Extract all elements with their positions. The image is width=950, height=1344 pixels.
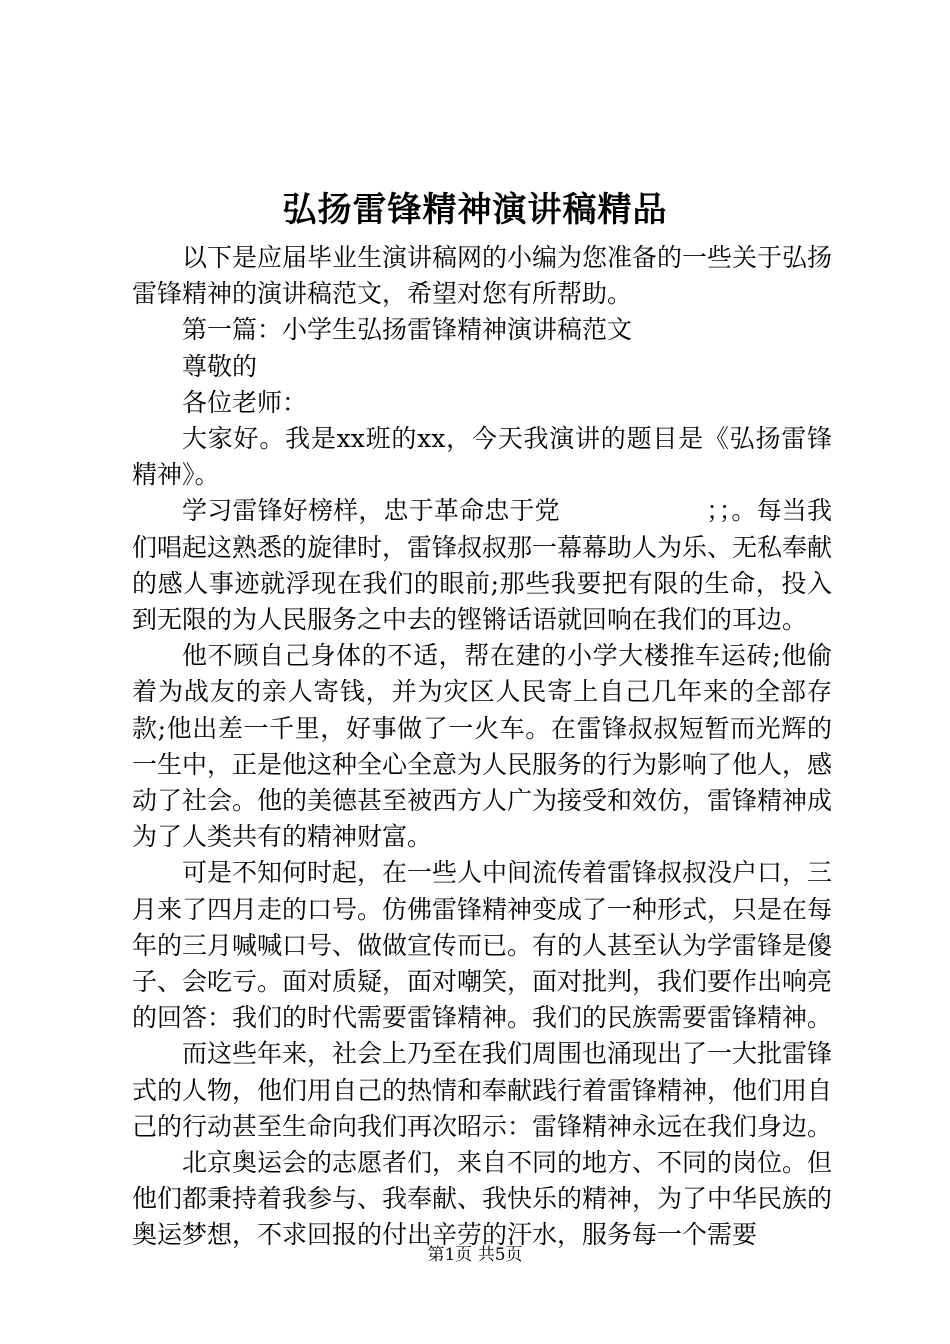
- paragraph-doubts: 可是不知何时起，在一些人中间流传着雷锋叔叔没户口，三月来了四月走的口号。仿佛雷锋精神变成了一种形式，只是在每年的三月喊喊口号、做做宣传而已。有的人甚至认为学雷锋是傻子、会吃亏。面对质疑，面对嘲笑，面对批判，我们要作出响亮的回答：我们的时代需要雷锋精神。我们的民族需要雷锋精神。: [132, 858, 833, 1033]
- paragraph-song: 学习雷锋好榜样，忠于革命忠于党 ；；。每当我们唱起这熟悉的旋律时，雷锋叔叔那一幕幕助人为乐、无私奉献的感人事迹就浮现在我们的眼前;那些我要把有限的生命，投入到无限的为人民服务之中去的铿锵话语就回响在我们的耳边。: [132, 496, 833, 635]
- document-body: [132, 240, 832, 1254]
- paragraph-greeting: 大家好。我是xx班的xx，今天我演讲的题目是《弘扬雷锋精神》。: [132, 424, 832, 490]
- page-number-footer: 第1页 共5页: [427, 1245, 523, 1265]
- paragraph-intro: 以下是应届毕业生演讲稿网的小编为您准备的一些关于弘扬雷锋精神的演讲稿范文，希望对您有所帮助。: [132, 243, 833, 309]
- paragraph-salutation-2: 各位老师：: [182, 387, 308, 417]
- document-title: 弘扬雷锋精神演讲稿精品: [282, 190, 668, 230]
- paragraph-modern-examples: 而这些年来，社会上乃至在我们周围也涌现出了一大批雷锋式的人物，他们用自己的热情和奉献践行着雷锋精神，他们用自己的行动甚至生命向我们再次昭示：雷锋精神永远在我们身边。: [132, 1039, 833, 1141]
- paragraph-salutation-1: 尊敬的: [182, 351, 258, 381]
- paragraph-deeds: 他不顾自己身体的不适，帮在建的小学大楼推车运砖;他偷着为战友的亲人寄钱，并为灾区人民寄上自己几年来的全部存款;他出差一千里，好事做了一火车。在雷锋叔叔短暂而光辉的一生中，正是他这种全心全意为人民服务的行为影响了他人，感动了社会。他的美德甚至被西方人广为接受和效仿，雷锋精神成为了人类共有的精神财富。: [132, 641, 833, 852]
- paragraph-olympic-volunteers: 北京奥运会的志愿者们，来自不同的地方、不同的岗位。但他们都秉持着我参与、我奉献、我快乐的精神，为了中华民族的奥运梦想，不求回报的付出辛劳的汗水，服务每一个需要: [132, 1148, 833, 1250]
- paragraph-section-heading: 第一篇：小学生弘扬雷锋精神演讲稿范文: [182, 315, 633, 345]
